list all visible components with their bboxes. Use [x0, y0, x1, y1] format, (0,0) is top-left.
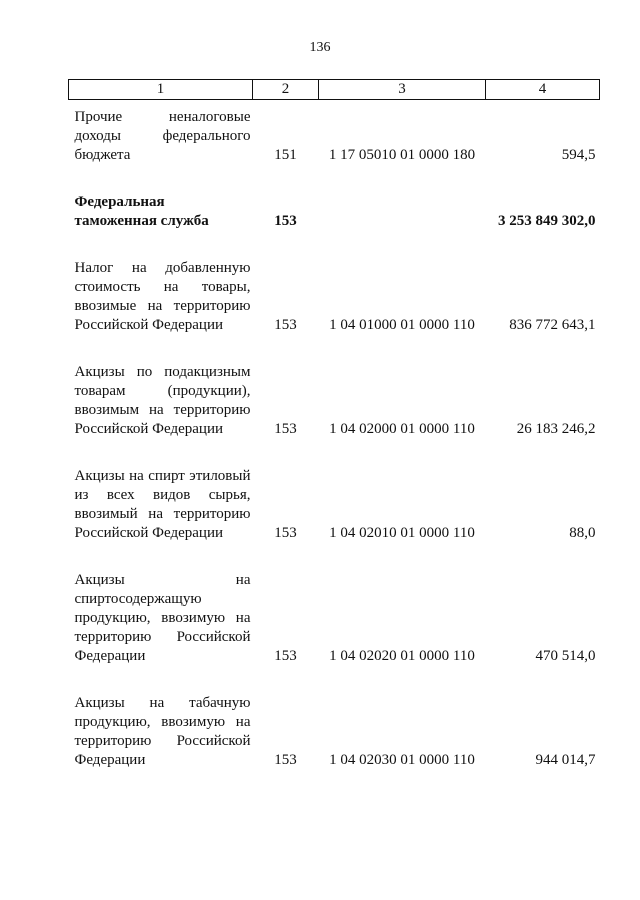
row-name: Акцизы на спиртосодержащую продукцию, ввозимую на территорию Российской Федерации — [74, 572, 251, 664]
row-spacer-cell — [69, 335, 600, 363]
row-spacer-cell — [69, 666, 600, 694]
header-col-4: 4 — [486, 80, 600, 100]
header-col-3: 3 — [319, 80, 486, 100]
row-admin-code: 153 — [274, 648, 297, 664]
row-amount: 594,5 — [561, 147, 596, 163]
row-spacer — [69, 543, 600, 571]
table-row — [69, 571, 600, 666]
row-spacer-cell — [69, 231, 600, 259]
table-row — [69, 694, 600, 770]
row-spacer-cell — [69, 165, 600, 193]
revenue-table — [68, 79, 600, 770]
row-admin-code: 153 — [274, 752, 297, 768]
row-name: Акцизы на табачную продукцию, ввозимую на территорию Российской Федерации — [74, 695, 251, 768]
row-spacer — [69, 439, 600, 467]
table-row — [69, 193, 600, 231]
table-row — [69, 467, 600, 543]
row-name: Федеральная таможенная служба — [74, 194, 209, 229]
row-admin-code: 151 — [274, 147, 297, 163]
row-spacer-cell — [69, 543, 600, 571]
row-name: Налог на добавленную стоимость на товары, ввозимые на территорию Российской Федерации — [74, 260, 251, 333]
row-budget-code: 1 04 02000 01 0000 110 — [329, 421, 475, 437]
row-budget-code: 1 04 02010 01 0000 110 — [329, 525, 475, 541]
table-row — [69, 108, 600, 165]
row-admin-code: 153 — [274, 421, 297, 437]
table-header-row — [69, 80, 600, 100]
row-amount: 26 183 246,2 — [516, 421, 596, 437]
row-name: Прочие неналоговые доходы федерального бюджета — [74, 109, 251, 163]
table-row — [69, 363, 600, 439]
page-number: 136 — [309, 40, 331, 55]
row-budget-code: 1 04 02030 01 0000 110 — [329, 752, 475, 768]
row-budget-code: 1 04 02020 01 0000 110 — [329, 648, 475, 664]
row-spacer — [69, 165, 600, 193]
row-spacer — [69, 231, 600, 259]
header-col-1: 1 — [69, 80, 253, 100]
row-budget-code: 1 17 05010 01 0000 180 — [328, 147, 476, 163]
row-name: Акцизы на спирт этиловый из всех видов сырья, ввозимый на территорию Российской Федерации — [74, 468, 251, 541]
row-amount: 836 772 643,1 — [509, 317, 596, 333]
row-admin-code: 153 — [274, 213, 297, 229]
row-amount: 944 014,7 — [535, 752, 596, 768]
row-name: Акцизы по подакцизным товарам (продукции), ввозимым на территорию Российской Федерации — [74, 364, 251, 437]
row-spacer-cell — [69, 100, 600, 109]
table-row — [69, 259, 600, 335]
header-col-2: 2 — [253, 80, 319, 100]
row-spacer — [69, 666, 600, 694]
row-admin-code: 153 — [274, 525, 297, 541]
row-admin-code: 153 — [274, 317, 297, 333]
row-budget-code: 1 04 01000 01 0000 110 — [329, 317, 475, 333]
row-spacer-cell — [69, 439, 600, 467]
row-budget-code — [319, 193, 486, 231]
row-amount: 3 253 849 302,0 — [498, 213, 596, 229]
row-amount: 470 514,0 — [535, 648, 596, 664]
row-spacer — [69, 335, 600, 363]
row-amount: 88,0 — [569, 525, 596, 541]
row-spacer — [69, 100, 600, 109]
